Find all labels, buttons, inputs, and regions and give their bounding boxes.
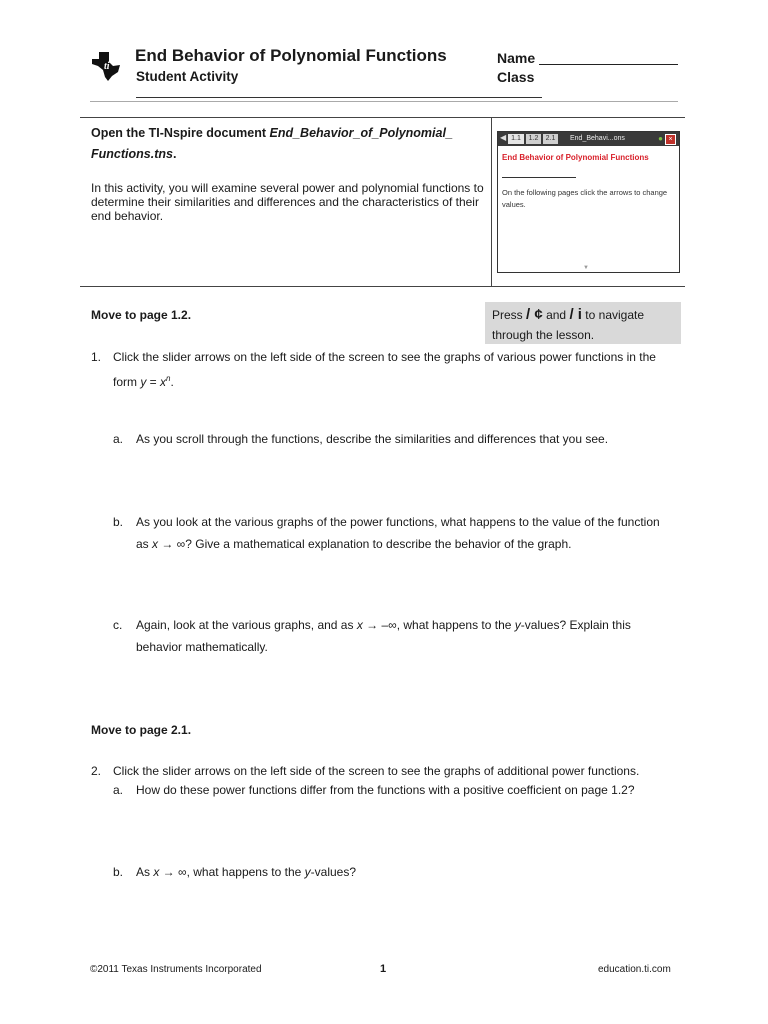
calculator-tab: 1.1 (508, 134, 524, 144)
left-arrow-icon: ◀ (500, 133, 507, 142)
calculator-screen-text: On the following pages click the arrows to change values. (502, 188, 668, 209)
question-letter: a. (113, 432, 124, 446)
intro-box-bottom-border (80, 286, 685, 287)
document-subtitle: Student Activity (136, 69, 239, 84)
question-number: 2. (91, 764, 102, 778)
ti-logo-icon (90, 50, 122, 82)
close-icon: × (665, 134, 676, 145)
class-label: Class (497, 69, 535, 85)
calculator-tab-bar (498, 132, 679, 146)
question-2: Click the slider arrows on the left side of the screen to see the graphs of additional power functions. (113, 764, 640, 778)
svg-text:ti: ti (104, 61, 110, 72)
footer-copyright: ©2011 Texas Instruments Incorporated (90, 964, 262, 975)
question-letter: b. (113, 865, 124, 879)
calculator-screen-title: End Behavior of Polynomial Functions (502, 153, 649, 162)
question-1a: As you scroll through the functions, describe the similarities and differences that you see. (136, 432, 609, 446)
footer-website: education.ti.com (598, 964, 671, 975)
question-letter: b. (113, 515, 124, 529)
question-1b: As you look at the various graphs of the power functions, what happens to the value of the function as x → ∞? Give a mathematical explanation to describe the behavior of the graph. (136, 515, 660, 551)
intro-box-top-border (80, 117, 685, 118)
question-letter: c. (113, 618, 123, 632)
header-rule (136, 97, 542, 98)
question-2b: As x → ∞, what happens to the y-values? (136, 865, 357, 879)
question-letter: a. (113, 783, 124, 797)
calculator-tab: 2.1 (543, 134, 558, 144)
battery-icon: ● (658, 134, 663, 143)
name-field-line (539, 64, 678, 65)
calculator-screen-rule (502, 177, 576, 178)
intro-description: In this activity, you will examine several power and polynomial functions to determine their similarities and differences and the characteristics of their end behavior. (91, 181, 484, 223)
name-label: Name (497, 50, 536, 66)
navigation-tip: Press / ¢ and / i to navigate through the lesson. (485, 302, 681, 344)
calculator-tab: 1.2 (526, 134, 541, 144)
document-filename: End_Behavior_of_Polynomial_ (269, 126, 453, 140)
header-rule-full (90, 101, 678, 102)
navigate-key-2: / i (569, 306, 582, 323)
question-1c: Again, look at the various graphs, and as x → –∞, what happens to the y-values? Explain this behavior mathematically. (136, 618, 631, 654)
page-number: 1 (380, 963, 387, 975)
calculator-screenshot (497, 131, 680, 273)
scroll-indicator-icon: ▼ (583, 265, 589, 271)
question-2a: How do these power functions differ from the functions with a positive coefficient on page 1.2? (136, 783, 635, 797)
question-number: 1. (91, 350, 102, 364)
document-title: End Behavior of Polynomial Functions (135, 46, 447, 65)
navigate-key-1: / ¢ (526, 306, 543, 323)
intro-open-instruction: Open the TI-Nspire document End_Behavior_of_Polynomial_ Functions.tns. (91, 126, 453, 161)
section-heading-page-2-1: Move to page 2.1. (91, 723, 192, 737)
question-1: Click the slider arrows on the left side of the screen to see the graphs of various power functions in the form $y = x^n$. (113, 350, 656, 389)
section-heading-page-1-2: Move to page 1.2. (91, 308, 192, 322)
intro-box-divider (491, 117, 492, 286)
calculator-filename: End_Behavi...ons (570, 135, 625, 142)
